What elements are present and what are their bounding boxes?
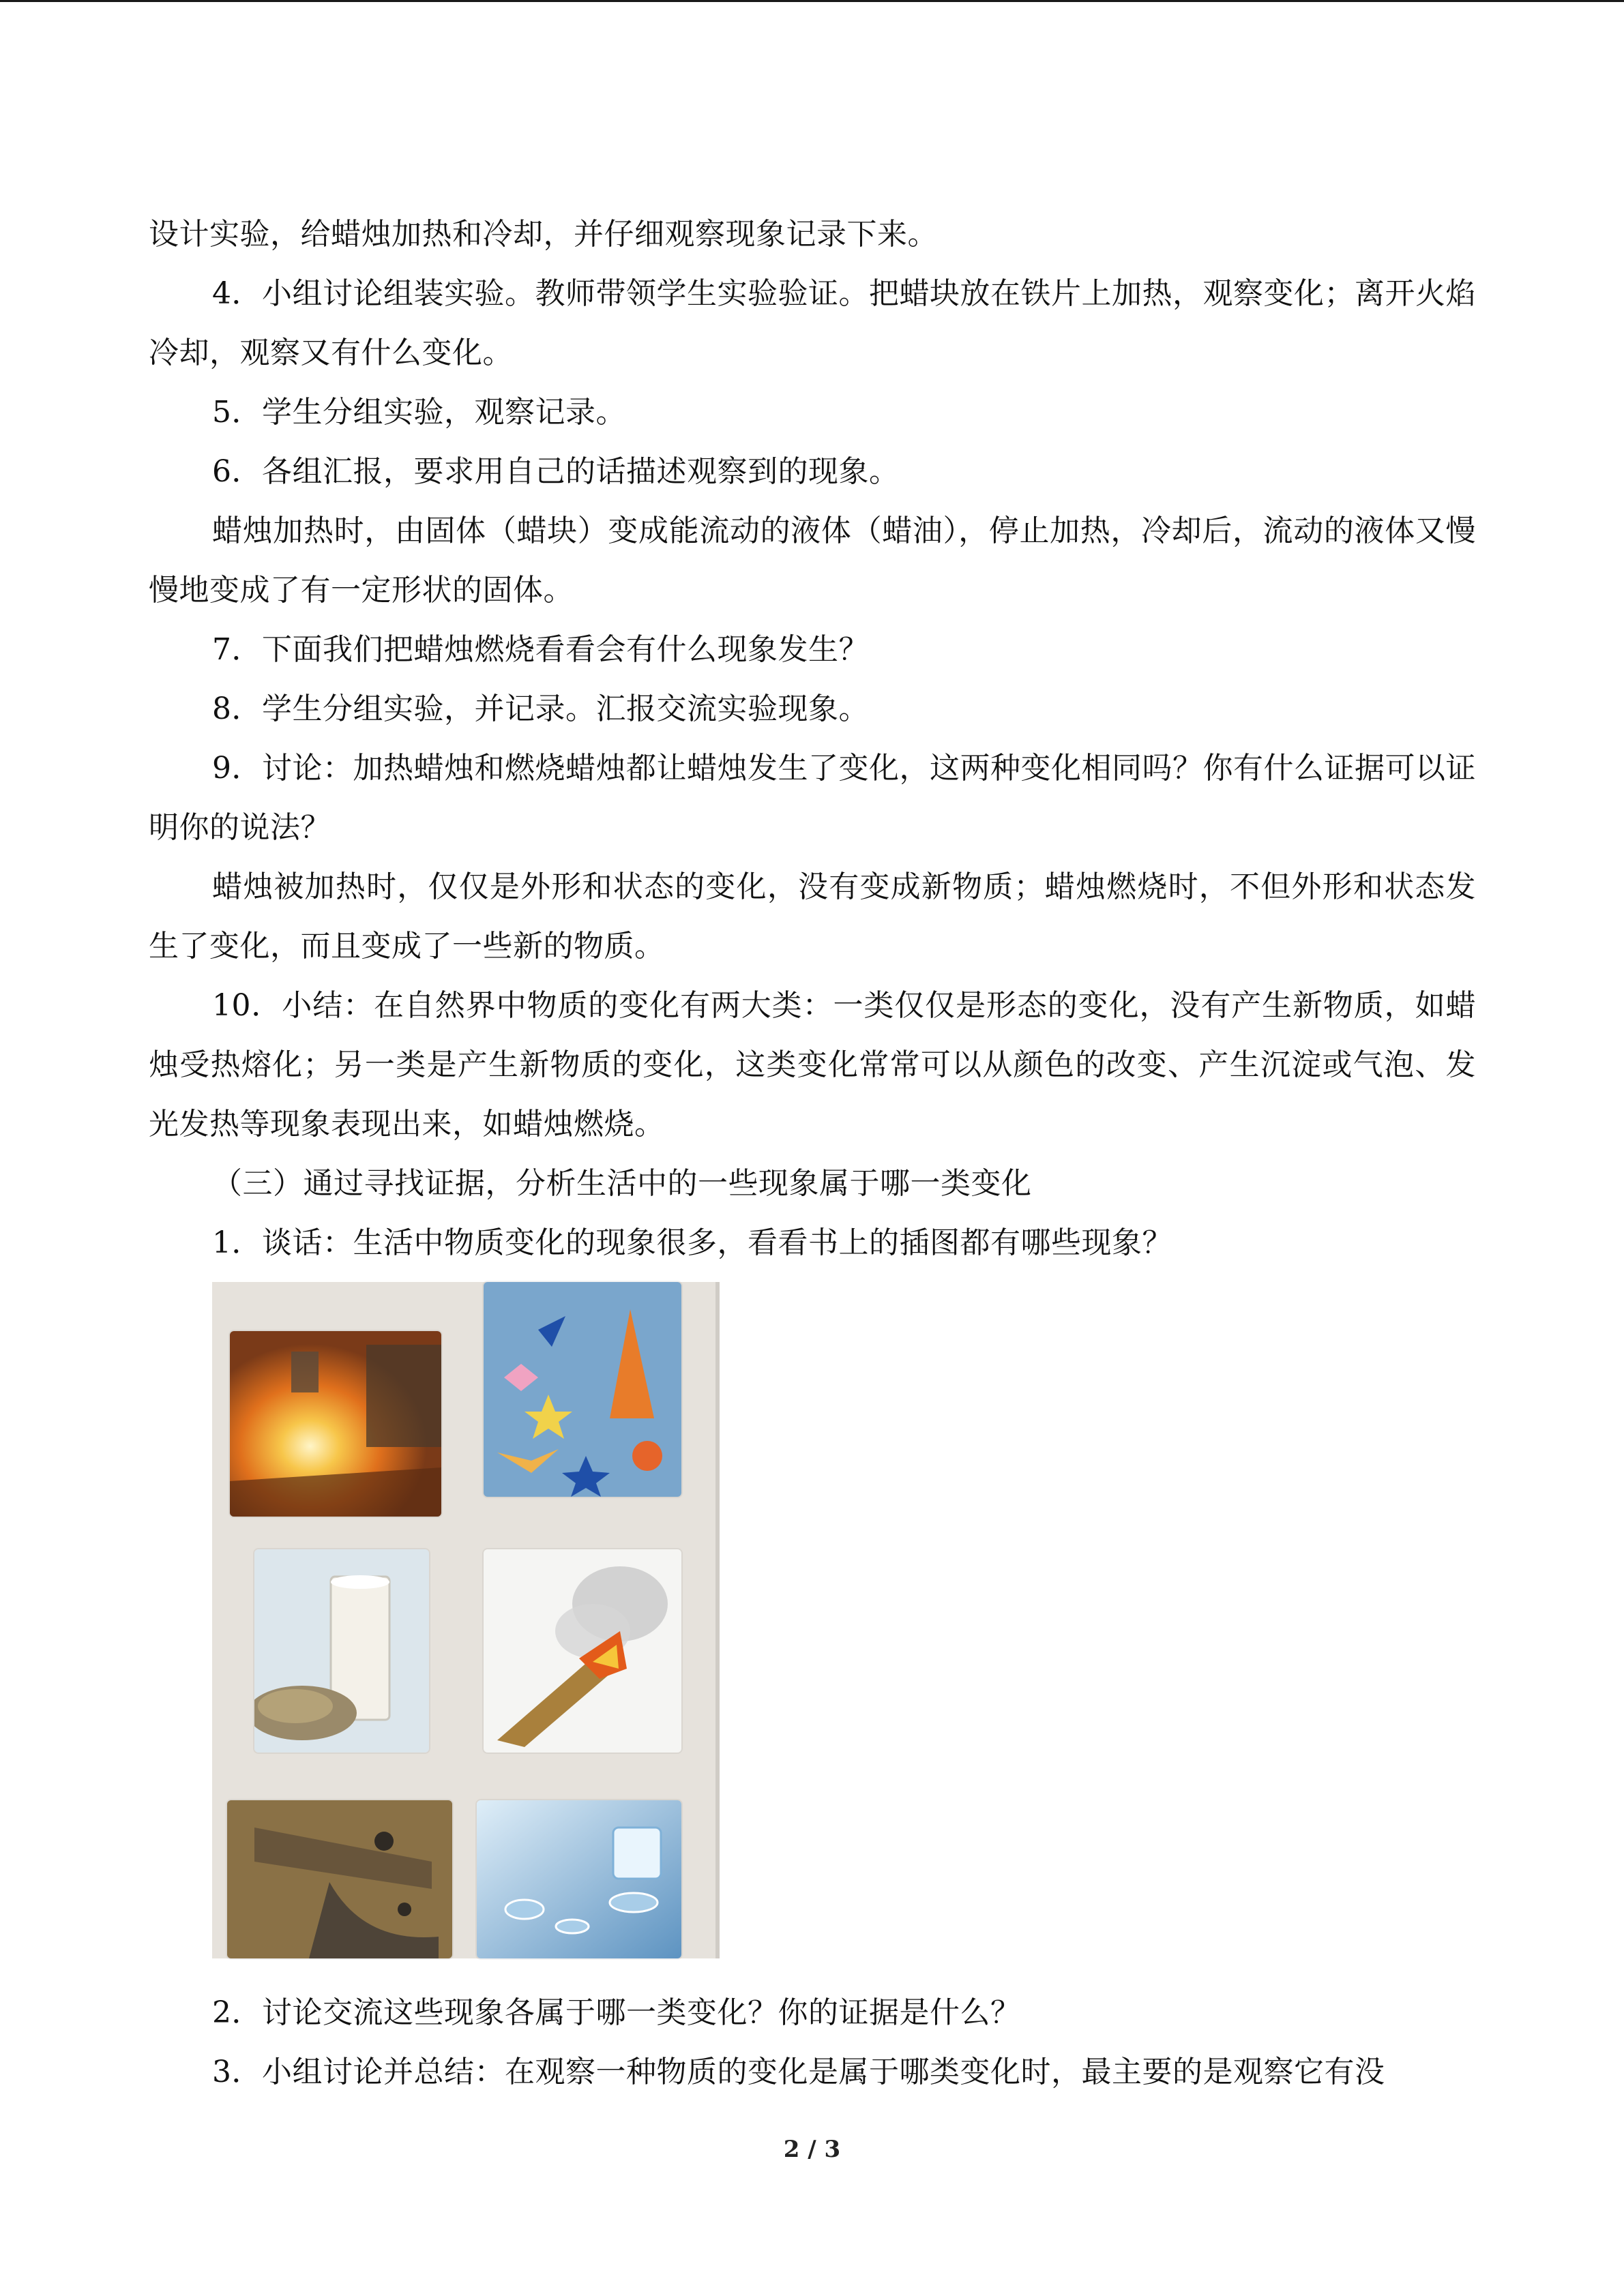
- molten-metal-photo: [230, 1331, 441, 1517]
- burning-match-image: [484, 1549, 681, 1753]
- molten-metal-image: [230, 1331, 441, 1517]
- document-body: [149, 205, 1476, 2102]
- page-number: 2 / 3: [783, 2136, 841, 2163]
- rusty-iron-image: [227, 1800, 452, 1958]
- paragraph: 2．讨论交流这些现象各属于哪一类变化？你的证据是什么？: [212, 1995, 1021, 2030]
- paragraph: 3．小组讨论并总结：在观察一种物质的变化是属于哪类变化时，最主要的是观察它有没: [212, 2055, 1385, 2089]
- paragraph: 7．下面我们把蜡烛燃烧看看会有什么现象发生？: [212, 632, 869, 667]
- paragraph: 5．学生分组实验，观察记录。: [212, 395, 626, 430]
- soy-milk-photo: [254, 1549, 429, 1753]
- paragraph: 10．小结：在自然界中物质的变化有两大类：一类仅仅是形态的变化，没有产生新物质，如蜡烛受热熔化；另一类是产生新物质的变化，这类变化常常可以从颜色的改变、产生沉淀或气泡、发光发热等现象表现出来，如蜡烛燃烧。: [149, 988, 1476, 1142]
- paragraph: 蜡烛被加热时，仅仅是外形和状态的变化，没有变成新物质；蜡烛燃烧时，不但外形和状态发生了变化，而且变成了一些新的物质。: [149, 869, 1476, 964]
- paragraph: 9．讨论：加热蜡烛和燃烧蜡烛都让蜡烛发生了变化，这两种变化相同吗？你有什么证据可以证明你的说法？: [149, 751, 1476, 845]
- paragraph: 4．小组讨论组装实验。教师带领学生实验验证。把蜡块放在铁片上加热，观察变化；离开火焰冷却，观察又有什么变化。: [149, 276, 1476, 370]
- paragraph-group-after-figure: [149, 1983, 1476, 2102]
- paragraph: 6．各组汇报，要求用自己的话描述观察到的现象。: [212, 454, 900, 489]
- paragraph: 1．谈话：生活中物质变化的现象很多，看看书上的插图都有哪些现象？: [212, 1225, 1172, 1260]
- paragraph-group-before-figure: [149, 205, 1476, 1272]
- melting-ice-image: [477, 1800, 681, 1958]
- melting-ice-photo: [477, 1800, 681, 1958]
- paragraph: 8．学生分组实验，并记录。汇报交流实验现象。: [212, 691, 869, 726]
- paragraph: 蜡烛加热时，由固体（蜡块）变成能流动的液体（蜡油），停止加热，冷却后，流动的液体又慢慢地变成了有一定形状的固体。: [149, 513, 1476, 608]
- paper-folding-photo: [484, 1282, 681, 1497]
- soy-milk-image: [254, 1549, 429, 1753]
- burning-match-photo: [484, 1549, 681, 1753]
- rusty-iron-photo: [227, 1800, 452, 1958]
- page-top-border: [0, 0, 1624, 2]
- section-heading: （三）通过寻找证据，分析生活中的一些现象属于哪一类变化: [212, 1166, 1032, 1201]
- paragraph: 设计实验，给蜡烛加热和冷却，并仔细观察现象记录下来。: [149, 217, 938, 252]
- paper-folding-image: [484, 1282, 681, 1497]
- textbook-illustration: [212, 1282, 720, 1958]
